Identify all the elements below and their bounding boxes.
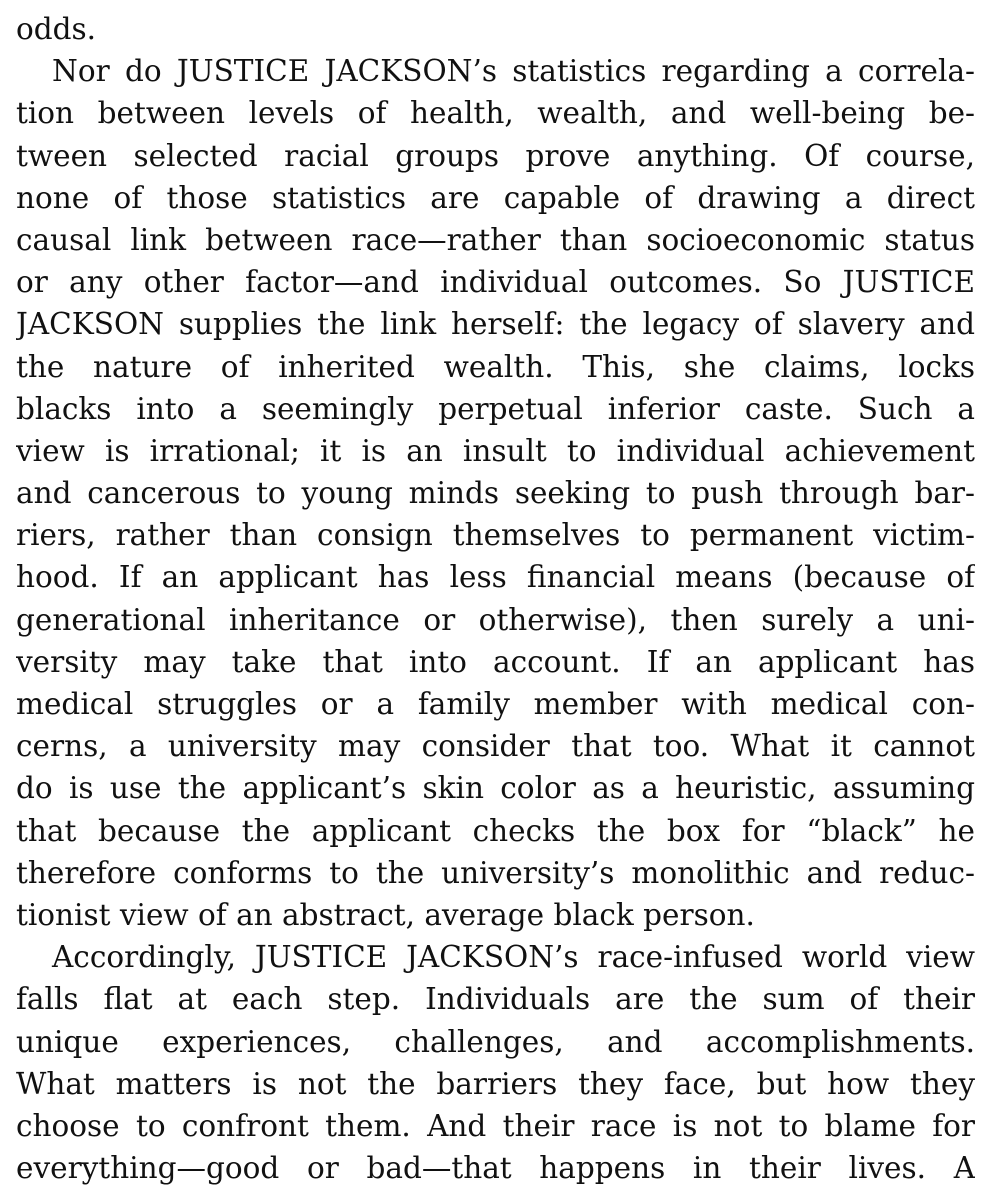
text-line: Accordingly, JUSTICE JACKSON’s race-infused world view	[52, 940, 975, 975]
text-line: generational inheritance or otherwise), then surely a uni-	[16, 602, 975, 637]
text-line: or any other factor—and individual outcomes. So JUSTICE	[16, 265, 975, 300]
text-line: What matters is not the barriers they face, but how they	[16, 1066, 975, 1101]
text-line: the nature of inherited wealth. This, she claims, locks	[16, 349, 975, 384]
text-line: versity may take that into account. If an applicant has	[16, 644, 975, 679]
text-line: tween selected racial groups prove anything. Of course,	[16, 138, 975, 173]
text-line: odds.	[16, 12, 97, 46]
text-line: causal link between race—rather than socioeconomic status	[16, 222, 975, 257]
text-line: none of those statistics are capable of drawing a direct	[16, 180, 975, 215]
text-line: do is use the applicant’s skin color as a heuristic, assuming	[16, 771, 975, 806]
text-line: choose to confront them. And their race is not to blame for	[16, 1108, 975, 1143]
text-line: riers, rather than consign themselves to permanent victim-	[16, 518, 975, 553]
text-line: medical struggles or a family member with medical con-	[16, 687, 975, 721]
text-line: hood. If an applicant has less financial means (because of	[16, 560, 975, 595]
text-line: therefore conforms to the university’s monolithic and reduc-	[16, 855, 975, 890]
text-line: JACKSON supplies the link herself: the legacy of slavery and	[16, 307, 975, 342]
text-line: that because the applicant checks the box for “black” he	[16, 813, 975, 848]
text-line: tion between levels of health, wealth, and well-being be-	[16, 96, 975, 131]
text-line: falls flat at each step. Individuals are the sum of their	[16, 982, 975, 1017]
text-line: Nor do JUSTICE JACKSON’s statistics regarding a correla-	[52, 54, 975, 89]
text-line: unique experiences, challenges, and accomplishments.	[16, 1024, 975, 1059]
text-line: everything—good or bad—that happens in their lives. A	[16, 1151, 975, 1186]
text-line: cerns, a university may consider that too. What it cannot	[16, 729, 975, 764]
text-line: view is irrational; it is an insult to individual achievement	[16, 433, 975, 468]
text-line: blacks into a seemingly perpetual inferior caste. Such a	[16, 391, 975, 426]
text-line: tionist view of an abstract, average black person.	[16, 897, 755, 932]
body-text	[16, 8, 975, 1189]
text-line: and cancerous to young minds seeking to push through bar-	[16, 476, 975, 511]
